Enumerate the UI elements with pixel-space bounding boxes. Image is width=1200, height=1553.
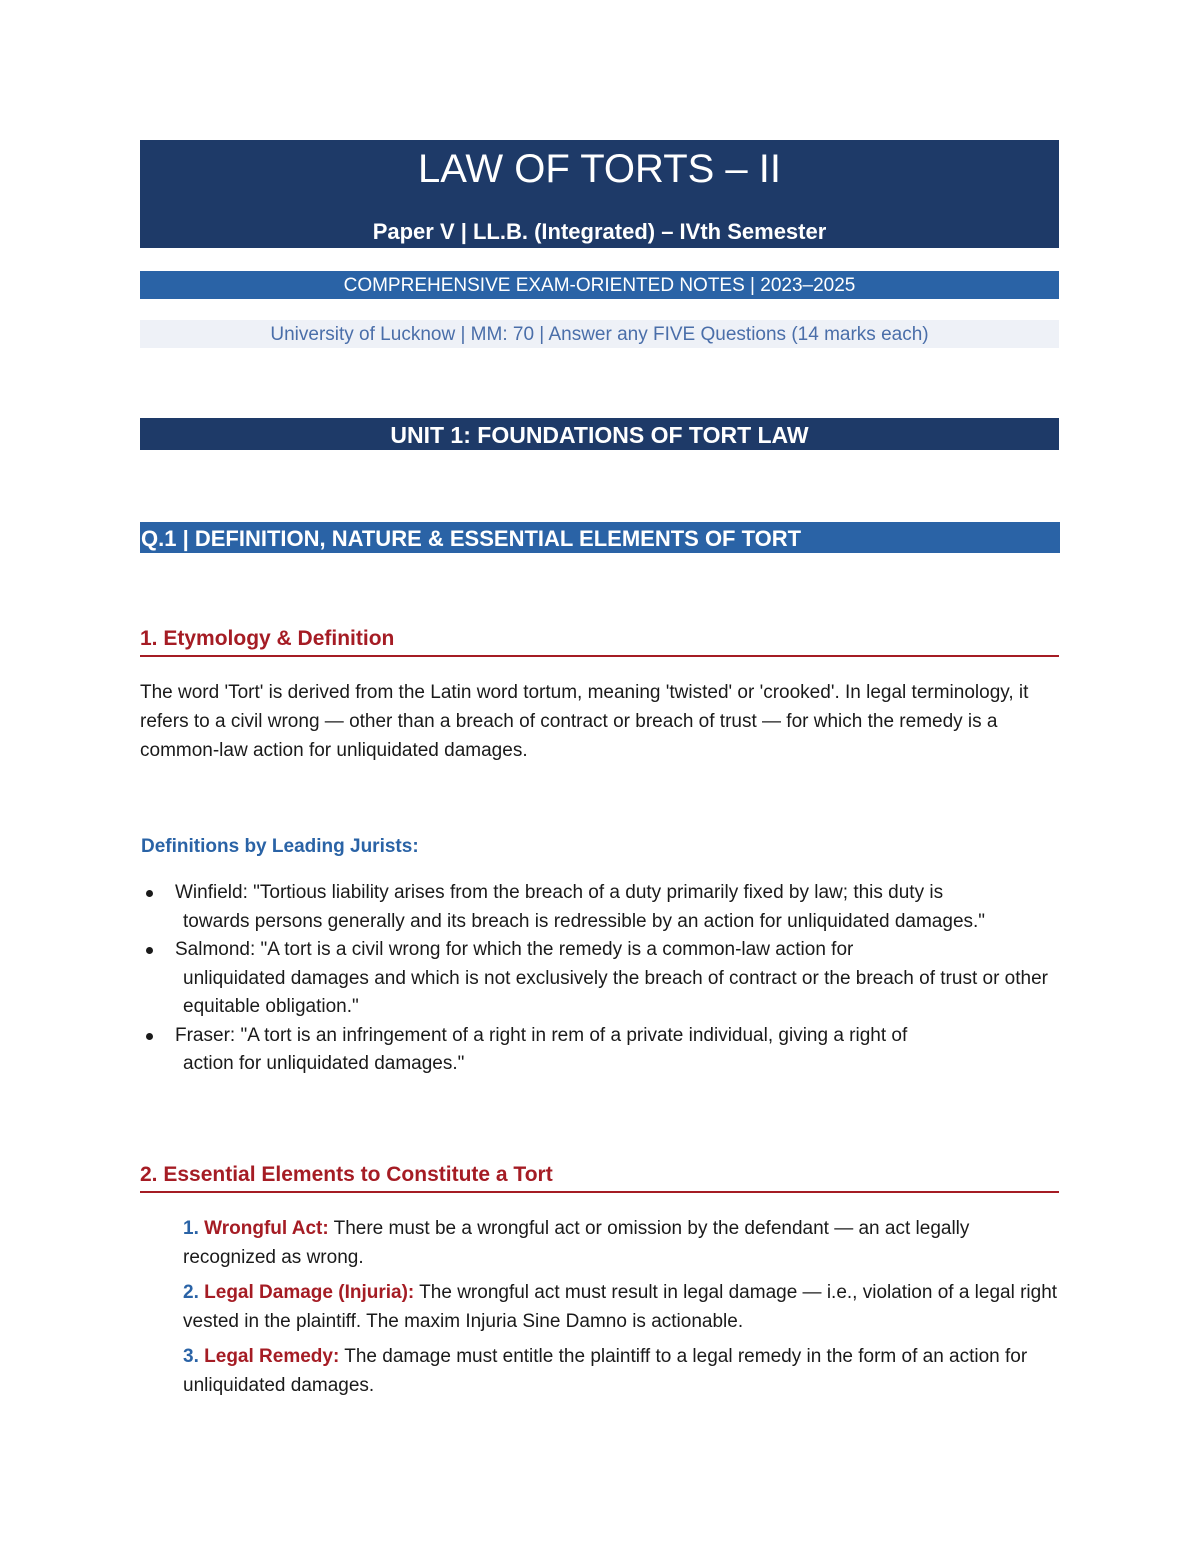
essential-elements-list [183, 1214, 1063, 1406]
document-title: LAW OF TORTS – II [417, 147, 782, 191]
list-item [140, 879, 1059, 936]
element-number: 2. [183, 1282, 199, 1303]
unit-heading: UNIT 1: FOUNDATIONS OF TORT LAW [140, 418, 1059, 450]
exam-meta-banner: University of Lucknow | MM: 70 | Answer any FIVE Questions (14 marks each) [140, 320, 1059, 348]
list-item [183, 1342, 1063, 1400]
list-item [183, 1214, 1063, 1272]
bullet-icon [146, 1033, 153, 1040]
section-heading-etymology: 1. Etymology & Definition [140, 626, 1059, 657]
jurist-definition-rest: unliquidated damages and which is not exclusively the breach of contract or the breach of trust or other equitable obligation." [183, 967, 1048, 1017]
jurists-subheading: Definitions by Leading Jurists: [141, 836, 419, 857]
etymology-paragraph: The word 'Tort' is derived from the Latin word tortum, meaning 'twisted' or 'crooked'. In legal terminology, it refers to a civil wrong — other than a breach of contract or breach of trust — for which the remedy is a common-law action for unliquidated damages. [140, 682, 1029, 761]
bullet-icon [146, 890, 153, 897]
question-heading: Q.1 | DEFINITION, NATURE & ESSENTIAL ELEMENTS OF TORT [140, 522, 1060, 553]
notes-banner: COMPREHENSIVE EXAM-ORIENTED NOTES | 2023–2025 [140, 271, 1059, 299]
element-number: 1. [183, 1218, 199, 1239]
element-number: 3. [183, 1346, 199, 1367]
jurist-definition-lead: Salmond: "A tort is a civil wrong for which the remedy is a common-law action for [175, 939, 854, 960]
element-text: The wrongful act must result in legal damage — i.e., violation of a legal right vested in the plaintiff. The maxim Injuria Sine Damno is actionable. [183, 1282, 1058, 1332]
element-term: Legal Damage (Injuria): [204, 1282, 415, 1303]
jurist-definition-lead: Winfield: "Tortious liability arises from the breach of a duty primarily fixed by law; this duty is [175, 882, 944, 903]
element-term: Legal Remedy: [204, 1346, 340, 1367]
document-subtitle: Paper V | LL.B. (Integrated) – IVth Semester [372, 219, 827, 244]
element-text: The damage must entitle the plaintiff to a legal remedy in the form of an action for unliquidated damages. [183, 1346, 1028, 1396]
jurist-definition-lead: Fraser: "A tort is an infringement of a right in rem of a private individual, giving a right of [175, 1024, 908, 1046]
jurists-list [140, 879, 1059, 1079]
jurist-definition-rest: action for unliquidated damages." [183, 1053, 465, 1074]
list-item [183, 1278, 1063, 1336]
list-item [140, 1022, 1059, 1079]
jurist-definition-rest: towards persons generally and its breach is redressible by an action for unliquidated damages." [183, 910, 986, 932]
element-text: There must be a wrongful act or omission by the defendant — an act legally recognized as wrong. [183, 1218, 970, 1268]
section-heading-essential-elements: 2. Essential Elements to Constitute a Tort [140, 1162, 1059, 1193]
list-item [140, 936, 1059, 1022]
bullet-icon [146, 947, 153, 954]
element-term: Wrongful Act: [204, 1218, 329, 1239]
